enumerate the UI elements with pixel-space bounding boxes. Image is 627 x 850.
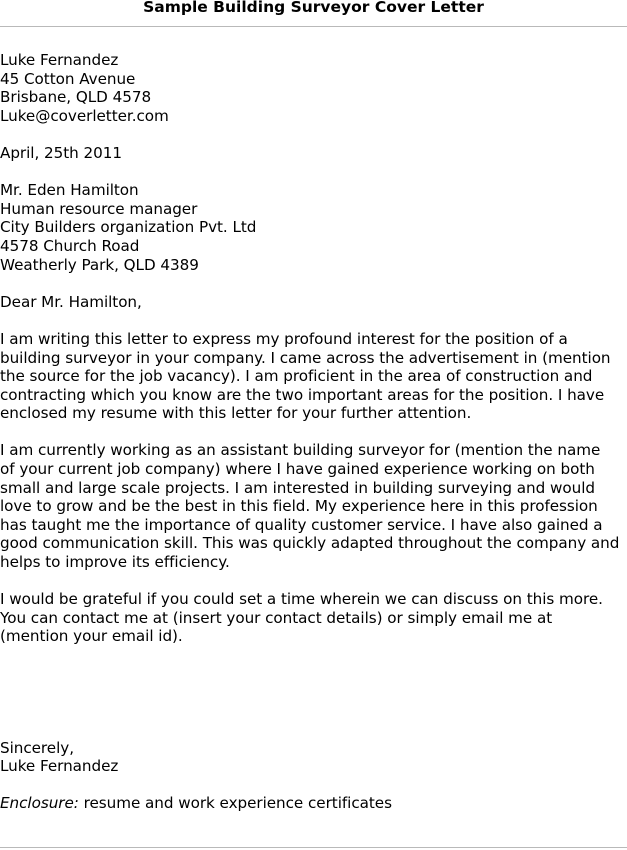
sender-address [0,51,627,125]
paragraph-line: contracting which you know are the two important areas for the position. I have [0,385,605,404]
paragraph-line: the source for the job vacancy). I am proficient in the area of construction and [0,367,593,386]
closing [0,739,627,776]
enclosure-label: Enclosure: [0,794,79,813]
top-divider [0,26,627,27]
page-title: Sample Building Surveyor Cover Letter [143,0,484,16]
recipient-city: Weatherly Park, QLD 4389 [0,255,199,274]
bottom-divider [0,847,627,848]
salutation-text: Dear Mr. Hamilton, [0,292,142,311]
salutation [0,293,627,312]
letter-body [0,51,627,832]
enclosure-line [0,794,627,813]
paragraph-line: helps to improve its efficiency. [0,553,230,572]
recipient-title: Human resource manager [0,199,198,218]
paragraph-line: of your current job company) where I have gained experience working on both [0,460,595,479]
paragraph-line: small and large scale projects. I am interested in building surveying and would [0,478,595,497]
recipient-street: 4578 Church Road [0,236,140,255]
paragraph-line: I am currently working as an assistant building surveyor for (mention the name [0,441,601,460]
paragraph-line: building surveyor in your company. I came across the advertisement in (mention [0,348,611,367]
recipient-company: City Builders organization Pvt. Ltd [0,218,257,237]
paragraph-line: good communication skill. This was quickly adapted throughout the company and [0,534,620,553]
sender-street: 45 Cotton Avenue [0,69,136,88]
paragraph-line: enclosed my resume with this letter for your further attention. [0,404,472,423]
paragraph-line: You can contact me at (insert your contact details) or simply email me at [0,608,553,627]
paragraph-intro [0,330,627,423]
paragraph-line: has taught me the importance of quality customer service. I have also gained a [0,515,603,534]
letter-date [0,144,627,163]
paragraph-line: I would be grateful if you could set a time wherein we can discuss on this more. [0,590,603,609]
signature-name: Luke Fernandez [0,757,119,776]
paragraph-experience [0,441,627,571]
paragraph-line: love to grow and be the best in this field. My experience here in this profession [0,497,598,516]
enclosure-text: resume and work experience certificates [78,794,392,813]
sender-city: Brisbane, QLD 4578 [0,88,152,107]
date-text: April, 25th 2011 [0,143,122,162]
recipient-name: Mr. Eden Hamilton [0,181,139,200]
recipient-address [0,181,627,274]
sender-email: Luke@coverletter.com [0,106,169,125]
paragraph-line: (mention your email id). [0,627,183,646]
signature-spacer [0,665,627,739]
enclosure [0,794,627,813]
sender-name: Luke Fernandez [0,51,119,69]
valediction: Sincerely, [0,738,74,757]
paragraph-line: I am writing this letter to express my profound interest for the position of a [0,329,568,348]
paragraph-closing [0,590,627,646]
